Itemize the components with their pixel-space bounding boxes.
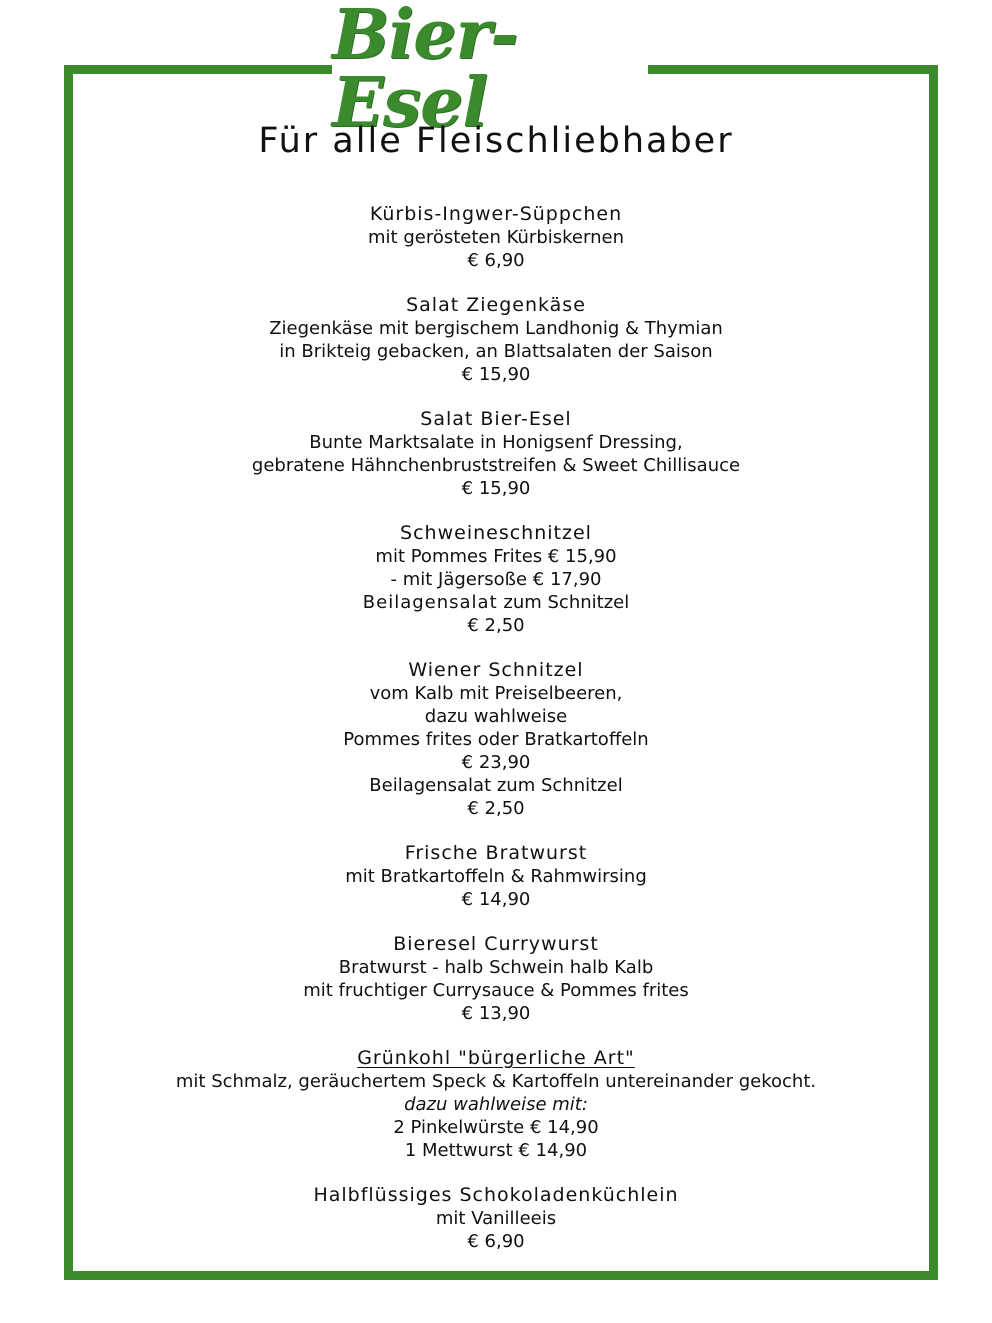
menu-item-salat-ziegenkaese xyxy=(0,294,992,386)
menu-item-description: - mit Jägersoße € 17,90 xyxy=(390,569,602,590)
menu-item-schweineschnitzel xyxy=(0,522,992,637)
menu-item-salat-bier-esel xyxy=(0,408,992,500)
menu-item-price: € 15,90 xyxy=(461,364,531,385)
menu-item-price: € 6,90 xyxy=(467,1231,525,1252)
menu-item-title: Schweineschnitzel xyxy=(400,522,592,544)
menu-item-price: € 14,90 xyxy=(461,889,531,910)
menu-item-title: Frische Bratwurst xyxy=(404,842,588,864)
menu-item-description: Pommes frites oder Bratkartoffeln xyxy=(343,729,649,750)
menu-item-title: Wiener Schnitzel xyxy=(408,659,584,681)
brand-logo: Bier-Esel xyxy=(332,0,518,143)
menu-item-price: € 15,90 xyxy=(461,478,531,499)
menu-item-description: mit Vanilleeis xyxy=(435,1208,557,1229)
menu-list xyxy=(0,203,992,1275)
menu-item-description: mit Pommes Frites € 15,90 xyxy=(375,546,617,567)
side-dish-name: Beilagensalat xyxy=(362,592,498,613)
menu-item-currywurst xyxy=(0,933,992,1025)
menu-item-price: € 2,50 xyxy=(467,798,525,819)
menu-item-description: Bratwurst - halb Schwein halb Kalb xyxy=(338,957,654,978)
menu-item-description: vom Kalb mit Preiselbeeren, xyxy=(369,683,623,704)
menu-item-title: Grünkohl "bürgerliche Art" xyxy=(357,1047,635,1069)
menu-item-description: in Brikteig gebacken, an Blattsalaten der Saison xyxy=(279,341,713,362)
menu-item-price: € 13,90 xyxy=(461,1003,531,1024)
menu-item-title: Halbflüssiges Schokoladenküchlein xyxy=(313,1184,679,1206)
side-dish-note: zum Schnitzel xyxy=(497,592,630,613)
menu-item-title: Salat Bier-Esel xyxy=(420,408,572,430)
menu-item-kuerbis-suppe xyxy=(0,203,992,272)
menu-item-price: € 23,90 xyxy=(461,752,531,773)
menu-item-description: mit gerösteten Kürbiskernen xyxy=(368,227,624,248)
menu-item-side-dish: Beilagensalat zum Schnitzel xyxy=(369,775,623,796)
menu-item-description: mit fruchtiger Currysauce & Pommes frites xyxy=(303,980,689,1001)
menu-item-side-dish xyxy=(0,591,992,614)
menu-item-description: dazu wahlweise xyxy=(424,706,568,727)
menu-item-option: 2 Pinkelwürste € 14,90 xyxy=(393,1117,599,1138)
menu-item-description: Ziegenkäse mit bergischem Landhonig & Thymian xyxy=(269,318,723,339)
menu-item-title: Kürbis-Ingwer-Süppchen xyxy=(369,203,623,225)
menu-item-title: Salat Ziegenkäse xyxy=(406,294,586,316)
menu-item-option: 1 Mettwurst € 14,90 xyxy=(404,1140,588,1161)
menu-item-price: € 2,50 xyxy=(467,615,525,636)
menu-item-options-label: dazu wahlweise mit: xyxy=(404,1094,588,1115)
page-subtitle: Für alle Fleischliebhaber xyxy=(258,121,734,161)
menu-item-description: mit Bratkartoffeln & Rahmwirsing xyxy=(345,866,647,887)
menu-item-gruenkohl xyxy=(0,1047,992,1162)
menu-item-price: € 6,90 xyxy=(467,250,525,271)
menu-item-description: gebratene Hähnchenbruststreifen & Sweet Chillisauce xyxy=(251,455,741,476)
menu-item-title: Bieresel Currywurst xyxy=(393,933,599,955)
menu-item-description: mit Schmalz, geräuchertem Speck & Kartoffeln untereinander gekocht. xyxy=(175,1071,817,1092)
menu-item-wiener-schnitzel xyxy=(0,659,992,820)
menu-item-description: Bunte Marktsalate in Honigsenf Dressing, xyxy=(309,432,683,453)
menu-item-schokoladenkuechlein xyxy=(0,1184,992,1253)
menu-item-frische-bratwurst xyxy=(0,842,992,911)
